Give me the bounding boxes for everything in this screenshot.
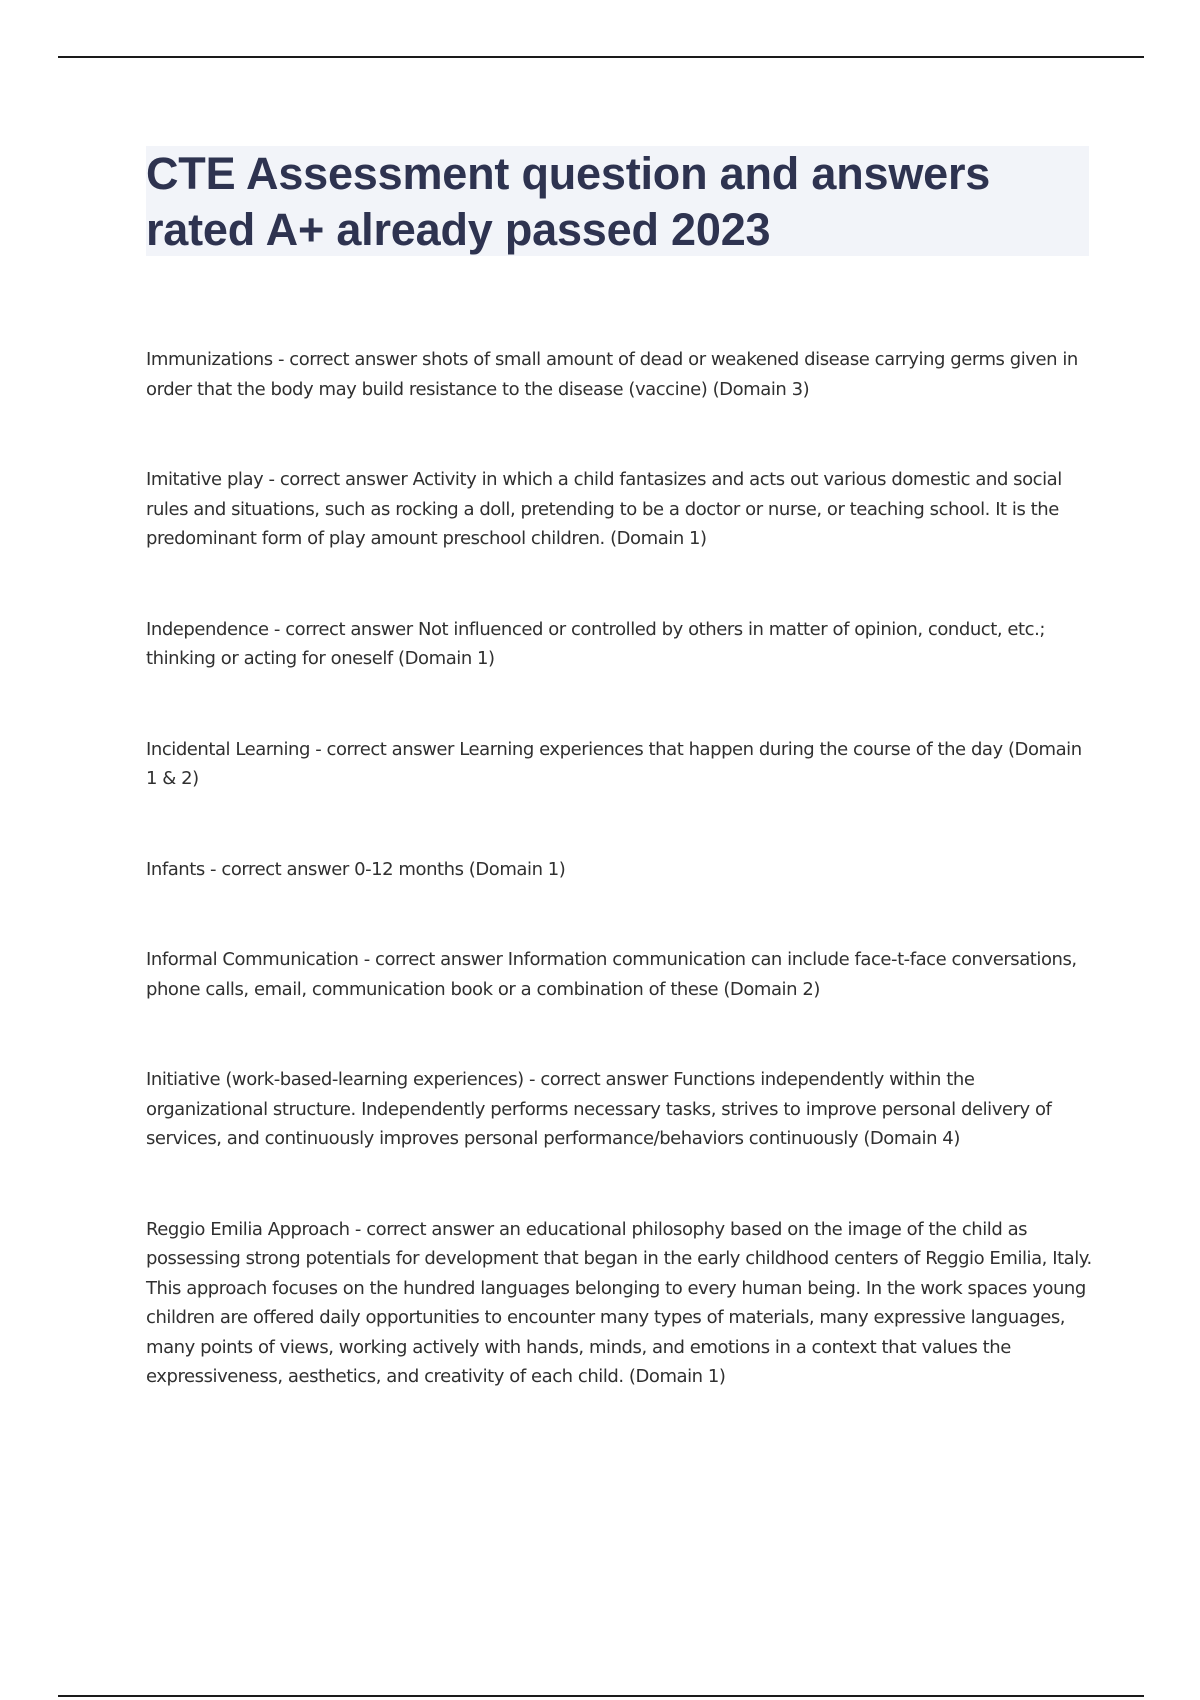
list-item	[146, 465, 1096, 554]
entry-definition: Not influenced or controlled by others in matter of opinion, conduct, etc.; thinking or acting for oneself (Domain 1)	[146, 618, 1045, 669]
entry-term: Incidental Learning	[146, 738, 310, 760]
entry-separator: - correct answer	[349, 1218, 499, 1240]
entry-term: Informal Communication	[146, 949, 359, 970]
entry-term: Infants	[146, 858, 205, 880]
list-item	[146, 615, 1096, 674]
entry-separator: - correct answer	[309, 738, 460, 760]
entry-term: Imitative play	[146, 469, 264, 490]
list-item	[146, 1215, 1096, 1392]
entry-list	[146, 345, 1096, 1453]
entry-separator: - correct answer	[204, 858, 355, 880]
entry-definition: an educational philosophy based on the image of the child as possessing strong potentials for development that began in the early childhood centers of Reggio Emilia, Italy. This approach focuses on the hundred languages belonging to every human being. In the work spaces young children are offered daily opportunities to encounter many types of materials, many expressive languages, many points of views, working actively with hands, minds, and emotions in a context that values the expressiveness, aesthetics, and creativity of each child. (Domain 1)	[146, 1218, 1092, 1387]
entry-separator: - correct answer	[268, 618, 418, 640]
page-title: CTE Assessment question and answers rated A+ already passed 2023	[146, 148, 991, 255]
entry-term: Initiative (work-based-learning experiences)	[146, 1069, 524, 1090]
list-item	[146, 945, 1096, 1004]
entry-definition: shots of small amount of dead or weakened disease carrying germs given in order that the body may build resistance to the disease (vaccine) (Domain 3)	[146, 349, 1078, 400]
list-item	[146, 1065, 1096, 1154]
entry-separator: - correct answer	[263, 469, 413, 490]
list-item	[146, 855, 1096, 885]
entry-term: Immunizations	[146, 349, 273, 370]
entry-definition: Information communication can include face-t-face conversations, phone calls, email, communication book or a combination of these (Domain 2)	[146, 949, 1077, 1000]
entry-separator: - correct answer	[523, 1069, 674, 1090]
title-block	[146, 146, 1089, 256]
entry-definition: Activity in which a child fantasizes and acts out various domestic and social rules and situations, such as rocking a doll, pretending to be a doctor or nurse, or teaching school. It is the predominant form of play amount preschool children. (Domain 1)	[146, 469, 1062, 549]
entry-term: Independence	[146, 618, 269, 640]
entry-definition: Functions independently within the organizational structure. Independently performs necessary tasks, strives to improve personal delivery of services, and continuously improves personal performance/behaviors continuously (Domain 4)	[146, 1069, 1052, 1149]
entry-definition: Learning experiences that happen during the course of the day (Domain 1 & 2)	[146, 738, 1082, 789]
list-item	[146, 735, 1096, 794]
list-item	[146, 345, 1096, 404]
footer-rule	[58, 1695, 1144, 1697]
header-rule	[58, 56, 1144, 58]
entry-term: Reggio Emilia Approach	[146, 1218, 350, 1240]
entry-separator: - correct answer	[272, 349, 423, 370]
entry-separator: - correct answer	[358, 949, 508, 970]
entry-definition: 0-12 months (Domain 1)	[354, 858, 566, 880]
